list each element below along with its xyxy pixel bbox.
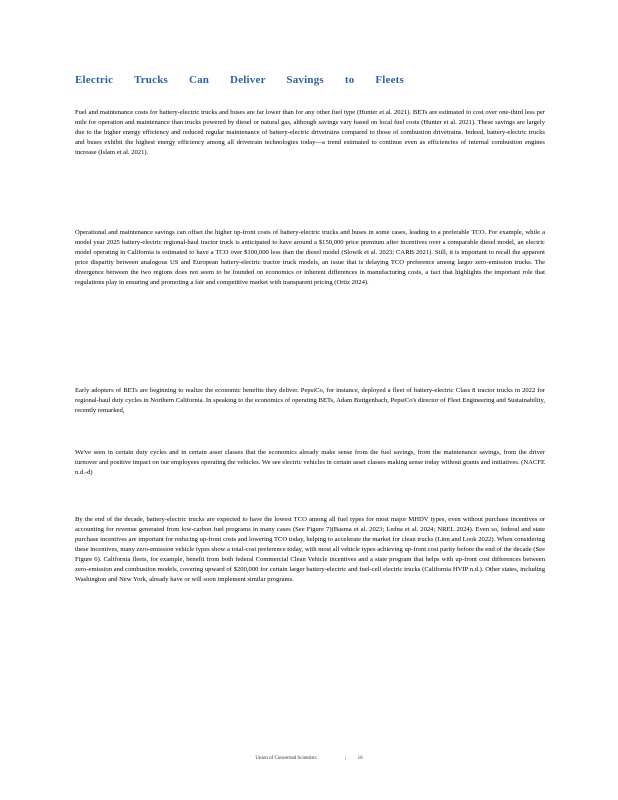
page-number: 16 [357, 756, 363, 761]
paragraph-fuel-maintenance-costs: Fuel and maintenance costs for battery-electric trucks and buses are far lower than for any other fuel type (Hunter et al. 2021). BETs are estimated to cost over one-third less per mile for operation and maintenance than trucks powered by diesel or natural gas, although savings vary based on local fuel costs (Hunter et al. 2021). These savings are largely due to the higher energy efficiency and reduced regular maintenance of battery-electric drivetrains compared to those of combustion drivetrains. Indeed, battery-electric trucks and buses exhibit the highest energy efficiency among all drivetrain technologies today—a trend estimated to continue even as efficiencies of internal combustion engines increase (Islam et al. 2021). [75, 108, 545, 156]
paragraph-pepsico-quote: We've seen in certain duty cycles and in certain asset classes that the economics already make sense from the fuel savings, from the maintenance savings, from the driver turnover and positive impact on our employees operating the vehicles. We see electric vehicles in certain asset classes making sense today without grants and initiatives. (NACFE n.d.-d) [75, 448, 545, 476]
page-footer [0, 756, 618, 761]
footer-separator: | [344, 756, 346, 761]
paragraph-end-of-decade: By the end of the decade, battery-electric trucks are expected to have the lowest TCO among all fuel types for most major MHDV types, even without purchase incentives or accounting for revenue generated from low-carbon fuel programs in many cases (See Figure 7)(Basma et al. 2023; Ledna et al. 2024; NREL 2024). Even so, federal and state purchase incentives are important for reducing up-front costs and lowering TCO today, helping to accelerate the market for clean trucks (Linn and Look 2022). When considering these incentives, many zero-emission vehicle types show a total-cost preference today, with most all vehicle types achieving up-front cost parity before the end of the decade (See Figure 6). California fleets, for example, benefit from both federal Commercial Clean Vehicle incentives and a state program that helps with up-front cost differences between zero-emission and combustion models, covering upward of $200,000 for certain larger battery-electric and fuel-cell electric trucks (California HVIP n.d.). Other states, including Washington and New York, already have or will soon implement similar programs. [75, 515, 545, 584]
paragraph-operational-savings: Operational and maintenance savings can offset the higher up-front costs of battery-electric trucks and buses in some cases, leading to a preferable TCO. For example, while a model year 2025 battery-electric regional-haul tractor truck is anticipated to have around a $150,000 price premium after incentives over a comparable diesel model, an electric model operating in California is estimated to have a TCO over $100,000 less than the diesel model (Slowik et al. 2023; CARB 2021). Still, it is important to recall the apparent price disparity between analogous US and European battery-electric tractor truck models, an issue that is delaying TCO preference among larger zero-emission trucks. The divergence between the two regions does not seem to be founded on economics or inherent differences in manufacturing costs, a fact that highlights the important role that regulations play in ensuring and promoting a fair and competitive market with transparent pricing (Ortiz 2024). [75, 228, 545, 287]
footer-organization: Union of Concerned Scientists [255, 756, 317, 761]
section-title: Electric Trucks Can Deliver Savings to Fleets [75, 74, 405, 86]
paragraph-early-adopters: Early adopters of BETs are beginning to realize the economic benefits they deliver. PepsiCo, for instance, deployed a fleet of battery-electric Class 8 tractor trucks in 2022 for regional-haul duty cycles in Northern California. In speaking to the economics of operating BETs, Adam Buttgenbach, PepsiCo's director of Fleet Engineering and Sustainability, recently remarked, [75, 386, 545, 414]
